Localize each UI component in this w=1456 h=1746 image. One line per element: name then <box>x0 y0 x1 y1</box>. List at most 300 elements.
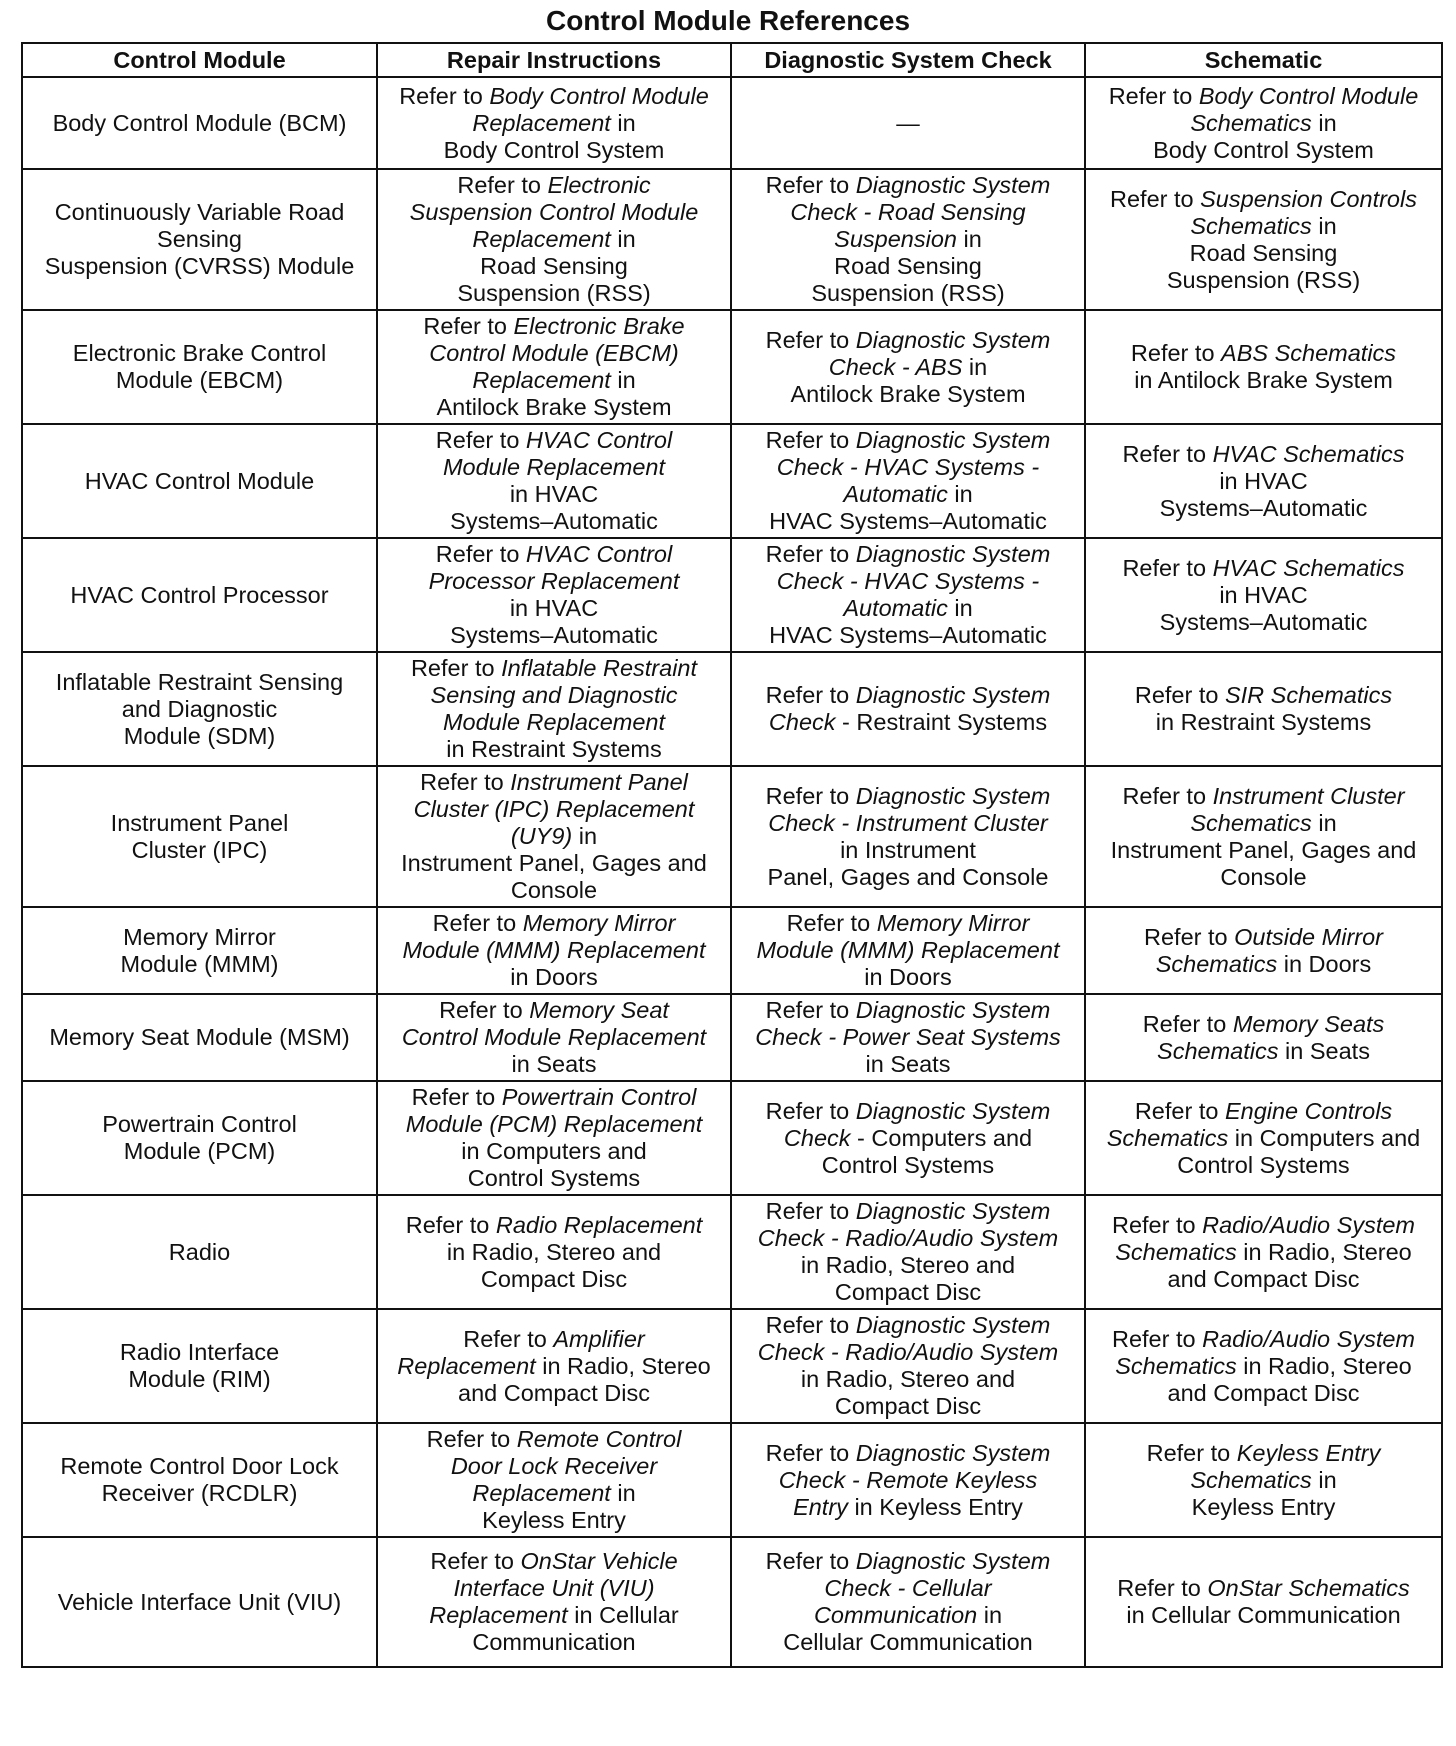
cell-text-line <box>1092 1098 1435 1125</box>
reference-title: Interface Unit (VIU) <box>453 1575 655 1601</box>
reference-title: ABS Schematics <box>1221 340 1397 366</box>
reference-text: Refer to <box>430 1548 521 1574</box>
cell-text-line <box>738 1467 1078 1494</box>
cell-control-module <box>22 907 377 994</box>
cell-text-line <box>384 769 724 796</box>
cell-text-line <box>1092 1326 1435 1353</box>
reference-text: Refer to <box>765 1198 856 1224</box>
cell-text-line <box>1092 340 1435 367</box>
cell-schematic <box>1085 424 1442 538</box>
cell-text-line <box>738 964 1078 991</box>
cell-text-line <box>738 1279 1078 1306</box>
cell-text-line <box>738 622 1078 649</box>
reference-text: Refer to <box>765 1548 856 1574</box>
cell-text-line <box>738 1312 1078 1339</box>
cell-diagnostic-system-check <box>731 77 1085 169</box>
reference-text: Refer to <box>435 427 526 453</box>
cell-text-line <box>738 541 1078 568</box>
cell-text-line <box>738 783 1078 810</box>
reference-title: Entry <box>793 1493 848 1520</box>
cell-text-line <box>384 1602 724 1629</box>
cell-text-line <box>738 172 1078 199</box>
reference-text: Suspension (RSS) <box>811 280 1005 306</box>
table-row <box>22 77 1442 169</box>
reference-text: Road Sensing <box>834 253 982 279</box>
reference-title: Replacement <box>472 109 611 136</box>
reference-text: Body Control System <box>1153 136 1374 163</box>
cell-text-line <box>384 137 724 164</box>
reference-text: Refer to <box>432 910 523 936</box>
reference-text: Refer to <box>765 682 856 708</box>
reference-title: Diagnostic System <box>855 427 1051 453</box>
cell-text-line <box>384 964 724 991</box>
cell-text-line <box>738 1152 1078 1179</box>
reference-title: Control Module (EBCM) <box>429 340 679 366</box>
reference-text: Refer to <box>765 1312 856 1338</box>
cell-repair-instructions <box>377 1081 731 1195</box>
cell-schematic <box>1085 1081 1442 1195</box>
cell-text-line <box>1092 1602 1435 1629</box>
reference-title: Suspension Controls <box>1200 185 1417 212</box>
reference-text: Refer to <box>435 541 526 567</box>
reference-title: Automatic <box>843 595 948 621</box>
reference-title: Replacement <box>472 367 611 393</box>
reference-text: in HVAC <box>1219 467 1308 494</box>
reference-title: Schematics <box>1190 809 1312 836</box>
cell-text-line <box>738 1629 1078 1656</box>
cell-text-line <box>384 655 724 682</box>
reference-text: in Radio, Stereo <box>1236 1238 1412 1265</box>
reference-title: Check - Power Seat Systems <box>755 1024 1061 1050</box>
cell-control-module <box>22 169 377 310</box>
reference-title: HVAC Schematics <box>1212 440 1405 467</box>
cell-diagnostic-system-check <box>731 424 1085 538</box>
cell-text-line <box>738 381 1078 408</box>
reference-title: Check - Radio/Audio System <box>757 1225 1059 1251</box>
reference-text: Refer to <box>1142 1010 1233 1037</box>
reference-text: Keyless Entry <box>1191 1493 1336 1520</box>
cell-text-line: Sensing <box>157 226 242 252</box>
cell-text-line: Receiver (RCDLR) <box>101 1480 298 1506</box>
cell-control-module <box>22 1423 377 1537</box>
reference-title: Memory Mirror <box>522 910 676 936</box>
page-title: Control Module References <box>545 5 911 36</box>
reference-text: Control Systems <box>1177 1151 1350 1178</box>
reference-text: Refer to <box>765 541 856 567</box>
reference-text: Refer to <box>1146 1439 1237 1466</box>
cell-text-line <box>384 1165 724 1192</box>
reference-text: Instrument Panel, Gages and <box>401 850 707 876</box>
reference-text: and Compact Disc <box>1167 1265 1360 1292</box>
cell-text-line <box>738 1575 1078 1602</box>
reference-text: Refer to <box>420 769 511 795</box>
cell-text-line <box>384 1575 724 1602</box>
reference-title: Keyless Entry <box>1236 1439 1381 1466</box>
reference-title: Replacement <box>472 1480 611 1506</box>
cell-text-line <box>738 810 1078 837</box>
reference-text: in Doors <box>864 964 952 990</box>
cell-text-line <box>738 1602 1078 1629</box>
reference-title: Diagnostic System <box>855 1097 1051 1124</box>
reference-text: Keyless Entry <box>482 1507 626 1533</box>
reference-title: Remote Control <box>516 1426 682 1452</box>
cell-text-line <box>384 253 724 280</box>
reference-title: Schematics <box>1106 1124 1229 1151</box>
cell-text-line <box>384 1353 724 1380</box>
reference-text: Refer to <box>1134 682 1225 708</box>
cell-repair-instructions <box>377 1537 731 1667</box>
reference-title: Automatic <box>843 481 948 507</box>
reference-text: Antilock Brake System <box>436 394 672 420</box>
cell-text-line: HVAC Control Processor <box>70 581 329 608</box>
reference-text: Cellular Communication <box>783 1629 1033 1655</box>
reference-title: Diagnostic System <box>855 1312 1051 1338</box>
cell-text-line <box>384 1453 724 1480</box>
cell-text-line <box>1092 682 1435 709</box>
reference-text: in Computers and <box>1228 1124 1421 1151</box>
header-row <box>22 43 1442 77</box>
reference-text: Road Sensing <box>1189 239 1338 266</box>
reference-text: in <box>947 595 973 621</box>
reference-text: Road Sensing <box>480 253 628 279</box>
cell-text-line <box>1092 1467 1435 1494</box>
cell-diagnostic-system-check <box>731 994 1085 1081</box>
cell-schematic <box>1085 538 1442 652</box>
reference-text: Refer to <box>410 655 502 681</box>
cell-text-line: and Diagnostic <box>121 695 278 722</box>
cell-text-line <box>1092 864 1435 891</box>
reference-title: Processor Replacement <box>428 568 680 594</box>
table-row <box>22 994 1442 1081</box>
reference-text: Refer to <box>1110 185 1201 212</box>
reference-title: Schematics <box>1115 1352 1237 1379</box>
reference-title: Memory Seat <box>529 997 669 1023</box>
cell-text-line <box>384 367 724 394</box>
reference-title: Check - ABS <box>828 353 963 380</box>
cell-text-line <box>738 226 1078 253</box>
reference-title: Replacement <box>397 1352 536 1379</box>
cell-text-line <box>384 1326 724 1353</box>
cell-text-line <box>1092 1575 1435 1602</box>
reference-text: Instrument Panel, Gages and <box>1110 836 1417 863</box>
cell-text-line <box>384 910 724 937</box>
reference-text: in <box>947 481 973 507</box>
cell-text-line <box>1092 267 1435 294</box>
cell-text-line <box>1092 110 1435 137</box>
reference-text: Refer to <box>765 427 856 453</box>
reference-title: Diagnostic System <box>855 172 1051 198</box>
reference-title: Diagnostic System <box>855 326 1051 353</box>
reference-title: Check - HVAC Systems - <box>776 454 1040 480</box>
reference-text: in <box>977 1602 1003 1628</box>
reference-text: in <box>1311 212 1337 239</box>
reference-text: Suspension (RSS) <box>457 280 651 306</box>
reference-title: Schematics <box>1190 212 1312 239</box>
reference-title: Diagnostic System <box>855 782 1051 809</box>
cell-text-line <box>1092 1440 1435 1467</box>
cell-repair-instructions <box>377 652 731 766</box>
reference-title: Schematics <box>1190 1466 1312 1493</box>
cell-repair-instructions <box>377 310 731 424</box>
reference-text: in Radio, Stereo and <box>800 1366 1016 1392</box>
reference-text: in <box>610 109 636 136</box>
cell-schematic <box>1085 766 1442 907</box>
cell-text-line <box>384 997 724 1024</box>
reference-title: Suspension Control Module <box>409 199 699 225</box>
cell-control-module <box>22 994 377 1081</box>
reference-title: Instrument Cluster <box>1212 782 1405 809</box>
reference-text: in Restraint Systems <box>446 736 662 762</box>
cell-repair-instructions <box>377 77 731 169</box>
reference-text: Communication <box>472 1629 636 1655</box>
reference-text: Refer to <box>463 1325 554 1352</box>
reference-title: HVAC Schematics <box>1212 554 1405 581</box>
table-row <box>22 310 1442 424</box>
reference-title: Radio Replacement <box>495 1211 703 1238</box>
reference-text: Panel, Gages and Console <box>767 863 1049 890</box>
cell-text-line <box>738 864 1078 891</box>
cell-text-line <box>1092 1011 1435 1038</box>
cell-repair-instructions <box>377 169 731 310</box>
cell-text-line <box>738 1393 1078 1420</box>
reference-text: in <box>610 367 636 393</box>
reference-text: Refer to <box>765 782 856 809</box>
cell-text-line <box>1092 1212 1435 1239</box>
cell-text-line <box>384 1212 724 1239</box>
cell-text-line <box>384 172 724 199</box>
cell-text-line <box>738 937 1078 964</box>
reference-text: Refer to <box>1130 340 1222 366</box>
cell-control-module <box>22 424 377 538</box>
cell-text-line <box>384 1024 724 1051</box>
cell-text-line <box>1092 555 1435 582</box>
cell-text-line: Inflatable Restraint Sensing <box>55 668 344 695</box>
cell-schematic <box>1085 77 1442 169</box>
cell-text-line <box>1092 783 1435 810</box>
cell-diagnostic-system-check <box>731 766 1085 907</box>
reference-text: in Cellular Communication <box>1126 1602 1401 1628</box>
cell-repair-instructions <box>377 1309 731 1423</box>
cell-text-line <box>384 427 724 454</box>
cell-text-line <box>384 340 724 367</box>
reference-text: Console <box>1220 863 1307 890</box>
cell-diagnostic-system-check <box>731 169 1085 310</box>
cell-text-line: Vehicle Interface Unit (VIU) <box>57 1588 342 1615</box>
cell-text-line: Module (SDM) <box>123 722 276 749</box>
cell-text-line <box>1092 240 1435 267</box>
cell-text-line: Module (EBCM) <box>115 367 284 393</box>
cell-text-line: Module (MMM) <box>120 950 279 977</box>
reference-text: in Seats <box>511 1051 597 1077</box>
cell-text-line <box>384 199 724 226</box>
cell-control-module <box>22 766 377 907</box>
reference-title: Diagnostic System <box>855 682 1051 708</box>
table-body <box>22 77 1442 1667</box>
reference-title: Replacement <box>429 1602 568 1628</box>
cell-text-line <box>738 837 1078 864</box>
reference-title: OnStar Vehicle <box>520 1548 678 1574</box>
reference-title: Memory Mirror <box>876 910 1030 936</box>
table-row <box>22 1537 1442 1667</box>
table-row <box>22 1309 1442 1423</box>
cell-text-line <box>1092 1380 1435 1407</box>
cell-repair-instructions <box>377 994 731 1081</box>
reference-text: in Restraint Systems <box>1155 709 1372 735</box>
reference-text: Refer to <box>426 1426 517 1452</box>
reference-title: Replacement <box>472 226 611 252</box>
reference-title: Body Control Module <box>1198 82 1419 109</box>
reference-text: in Antilock Brake System <box>1134 367 1393 393</box>
reference-title: Communication <box>813 1602 978 1628</box>
reference-text: HVAC Systems–Automatic <box>769 508 1047 534</box>
reference-title: Door Lock Receiver <box>450 1453 658 1479</box>
cell-text-line <box>384 1548 724 1575</box>
reference-title: Schematics <box>1115 1238 1237 1265</box>
cell-text-line <box>384 823 724 850</box>
cell-text-line <box>384 1051 724 1078</box>
reference-text: Compact Disc <box>834 1279 982 1305</box>
reference-text: and Compact Disc <box>458 1379 650 1406</box>
cell-text-line <box>738 595 1078 622</box>
cell-text-line <box>384 394 724 421</box>
cell-text-line <box>1092 441 1435 468</box>
cell-text-line <box>738 1024 1078 1051</box>
column-header-schematic: Schematic <box>1085 43 1442 77</box>
reference-title: Module (MMM) Replacement <box>402 937 706 963</box>
reference-text: in <box>1311 1466 1337 1493</box>
cell-text-line <box>738 199 1078 226</box>
reference-title: OnStar Schematics <box>1207 1575 1410 1601</box>
cell-diagnostic-system-check <box>731 1081 1085 1195</box>
cell-text-line: Memory Mirror <box>123 923 276 950</box>
reference-text: in <box>962 353 988 380</box>
cell-text-line <box>1092 1239 1435 1266</box>
reference-title: Check - HVAC Systems - <box>776 568 1040 594</box>
reference-text: Systems–Automatic <box>450 508 658 534</box>
cell-text-line <box>384 110 724 137</box>
reference-title: Memory Seats <box>1232 1010 1385 1037</box>
cell-diagnostic-system-check <box>731 1309 1085 1423</box>
table-row <box>22 907 1442 994</box>
cell-text-line <box>738 1225 1078 1252</box>
reference-title: Schematics <box>1190 109 1312 136</box>
cell-text-line <box>384 595 724 622</box>
reference-title: Suspension <box>834 226 957 252</box>
cell-text-line <box>1092 367 1435 394</box>
cell-text-line <box>384 1266 724 1293</box>
cell-text-line <box>1092 709 1435 736</box>
reference-text: Refer to <box>399 82 490 109</box>
cell-text-line <box>1092 213 1435 240</box>
cell-text-line <box>384 226 724 253</box>
reference-title: Cluster (IPC) Replacement <box>413 796 695 822</box>
cell-text-line <box>384 937 724 964</box>
cell-text-line <box>1092 609 1435 636</box>
table-row <box>22 538 1442 652</box>
reference-text: Refer to <box>765 997 856 1023</box>
cell-text-line <box>738 1198 1078 1225</box>
cell-text-line <box>384 796 724 823</box>
cell-repair-instructions <box>377 1195 731 1309</box>
reference-title: Check - Road Sensing <box>790 199 1026 225</box>
cell-text-line <box>1092 837 1435 864</box>
reference-text: Systems–Automatic <box>1159 608 1368 635</box>
cell-text-line: Continuously Variable Road <box>54 199 345 225</box>
cell-repair-instructions <box>377 1423 731 1537</box>
cell-text-line <box>384 877 724 904</box>
reference-text: Control Systems <box>467 1165 641 1191</box>
cell-text-line <box>738 1125 1078 1152</box>
reference-text: Refer to <box>1122 782 1213 809</box>
table-row <box>22 1195 1442 1309</box>
cell-text-line <box>384 280 724 307</box>
cell-text-line <box>1092 924 1435 951</box>
reference-text: in <box>1311 809 1337 836</box>
reference-text: in HVAC <box>509 481 599 507</box>
cell-text-line: Suspension (CVRSS) Module <box>44 253 355 279</box>
cell-text-line <box>384 1084 724 1111</box>
table-row <box>22 652 1442 766</box>
cell-text-line <box>384 508 724 535</box>
cell-text-line <box>384 1138 724 1165</box>
reference-text: in Keyless Entry <box>847 1493 1023 1520</box>
reference-text: Refer to <box>1111 1325 1203 1352</box>
reference-text: in <box>1311 109 1337 136</box>
reference-title: Body Control Module <box>489 82 709 109</box>
cell-text-line: HVAC Control Module <box>84 467 315 494</box>
reference-title: Outside Mirror <box>1234 923 1383 950</box>
cell-text-line: Memory Seat Module (MSM) <box>49 1024 350 1050</box>
cell-text-line: Module (PCM) <box>123 1138 276 1164</box>
cell-text-line <box>384 541 724 568</box>
cell-diagnostic-system-check <box>731 538 1085 652</box>
cell-schematic <box>1085 907 1442 994</box>
cell-text-line <box>738 454 1078 481</box>
cell-text-line <box>1092 951 1435 978</box>
reference-text: Refer to <box>765 1439 856 1466</box>
cell-text-line: Radio <box>168 1238 231 1265</box>
reference-title: Electronic Brake <box>513 313 685 339</box>
cell-text-line <box>738 110 1078 137</box>
reference-title: Module (PCM) Replacement <box>405 1111 703 1137</box>
reference-text: Console <box>510 877 598 903</box>
reference-title: Control Module Replacement <box>401 1024 707 1050</box>
cell-diagnostic-system-check <box>731 1423 1085 1537</box>
reference-title: Radio/Audio System <box>1202 1211 1416 1238</box>
column-header-diagnostic-system-check: Diagnostic System Check <box>731 43 1085 77</box>
reference-text: in Doors <box>1277 950 1372 977</box>
table-row <box>22 766 1442 907</box>
reference-text: in Radio, Stereo <box>1236 1352 1412 1379</box>
cell-text-line: Electronic Brake Control <box>72 340 327 366</box>
cell-text-line: Module (RIM) <box>128 1366 271 1392</box>
cell-text-line <box>1092 582 1435 609</box>
reference-text: in Radio, Stereo and <box>446 1238 662 1265</box>
cell-control-module <box>22 310 377 424</box>
cell-text-line <box>384 1380 724 1407</box>
reference-text: in Seats <box>865 1051 951 1077</box>
reference-text: in Cellular <box>567 1602 679 1628</box>
cell-control-module <box>22 1081 377 1195</box>
cell-text-line <box>384 313 724 340</box>
reference-text: in Seats <box>1278 1037 1370 1064</box>
table-row <box>22 424 1442 538</box>
reference-title: Check - Instrument Cluster <box>768 809 1048 836</box>
reference-text: Compact Disc <box>834 1393 982 1419</box>
cell-text-line <box>738 910 1078 937</box>
cell-text-line <box>384 1507 724 1534</box>
reference-title: Engine Controls <box>1224 1097 1393 1124</box>
